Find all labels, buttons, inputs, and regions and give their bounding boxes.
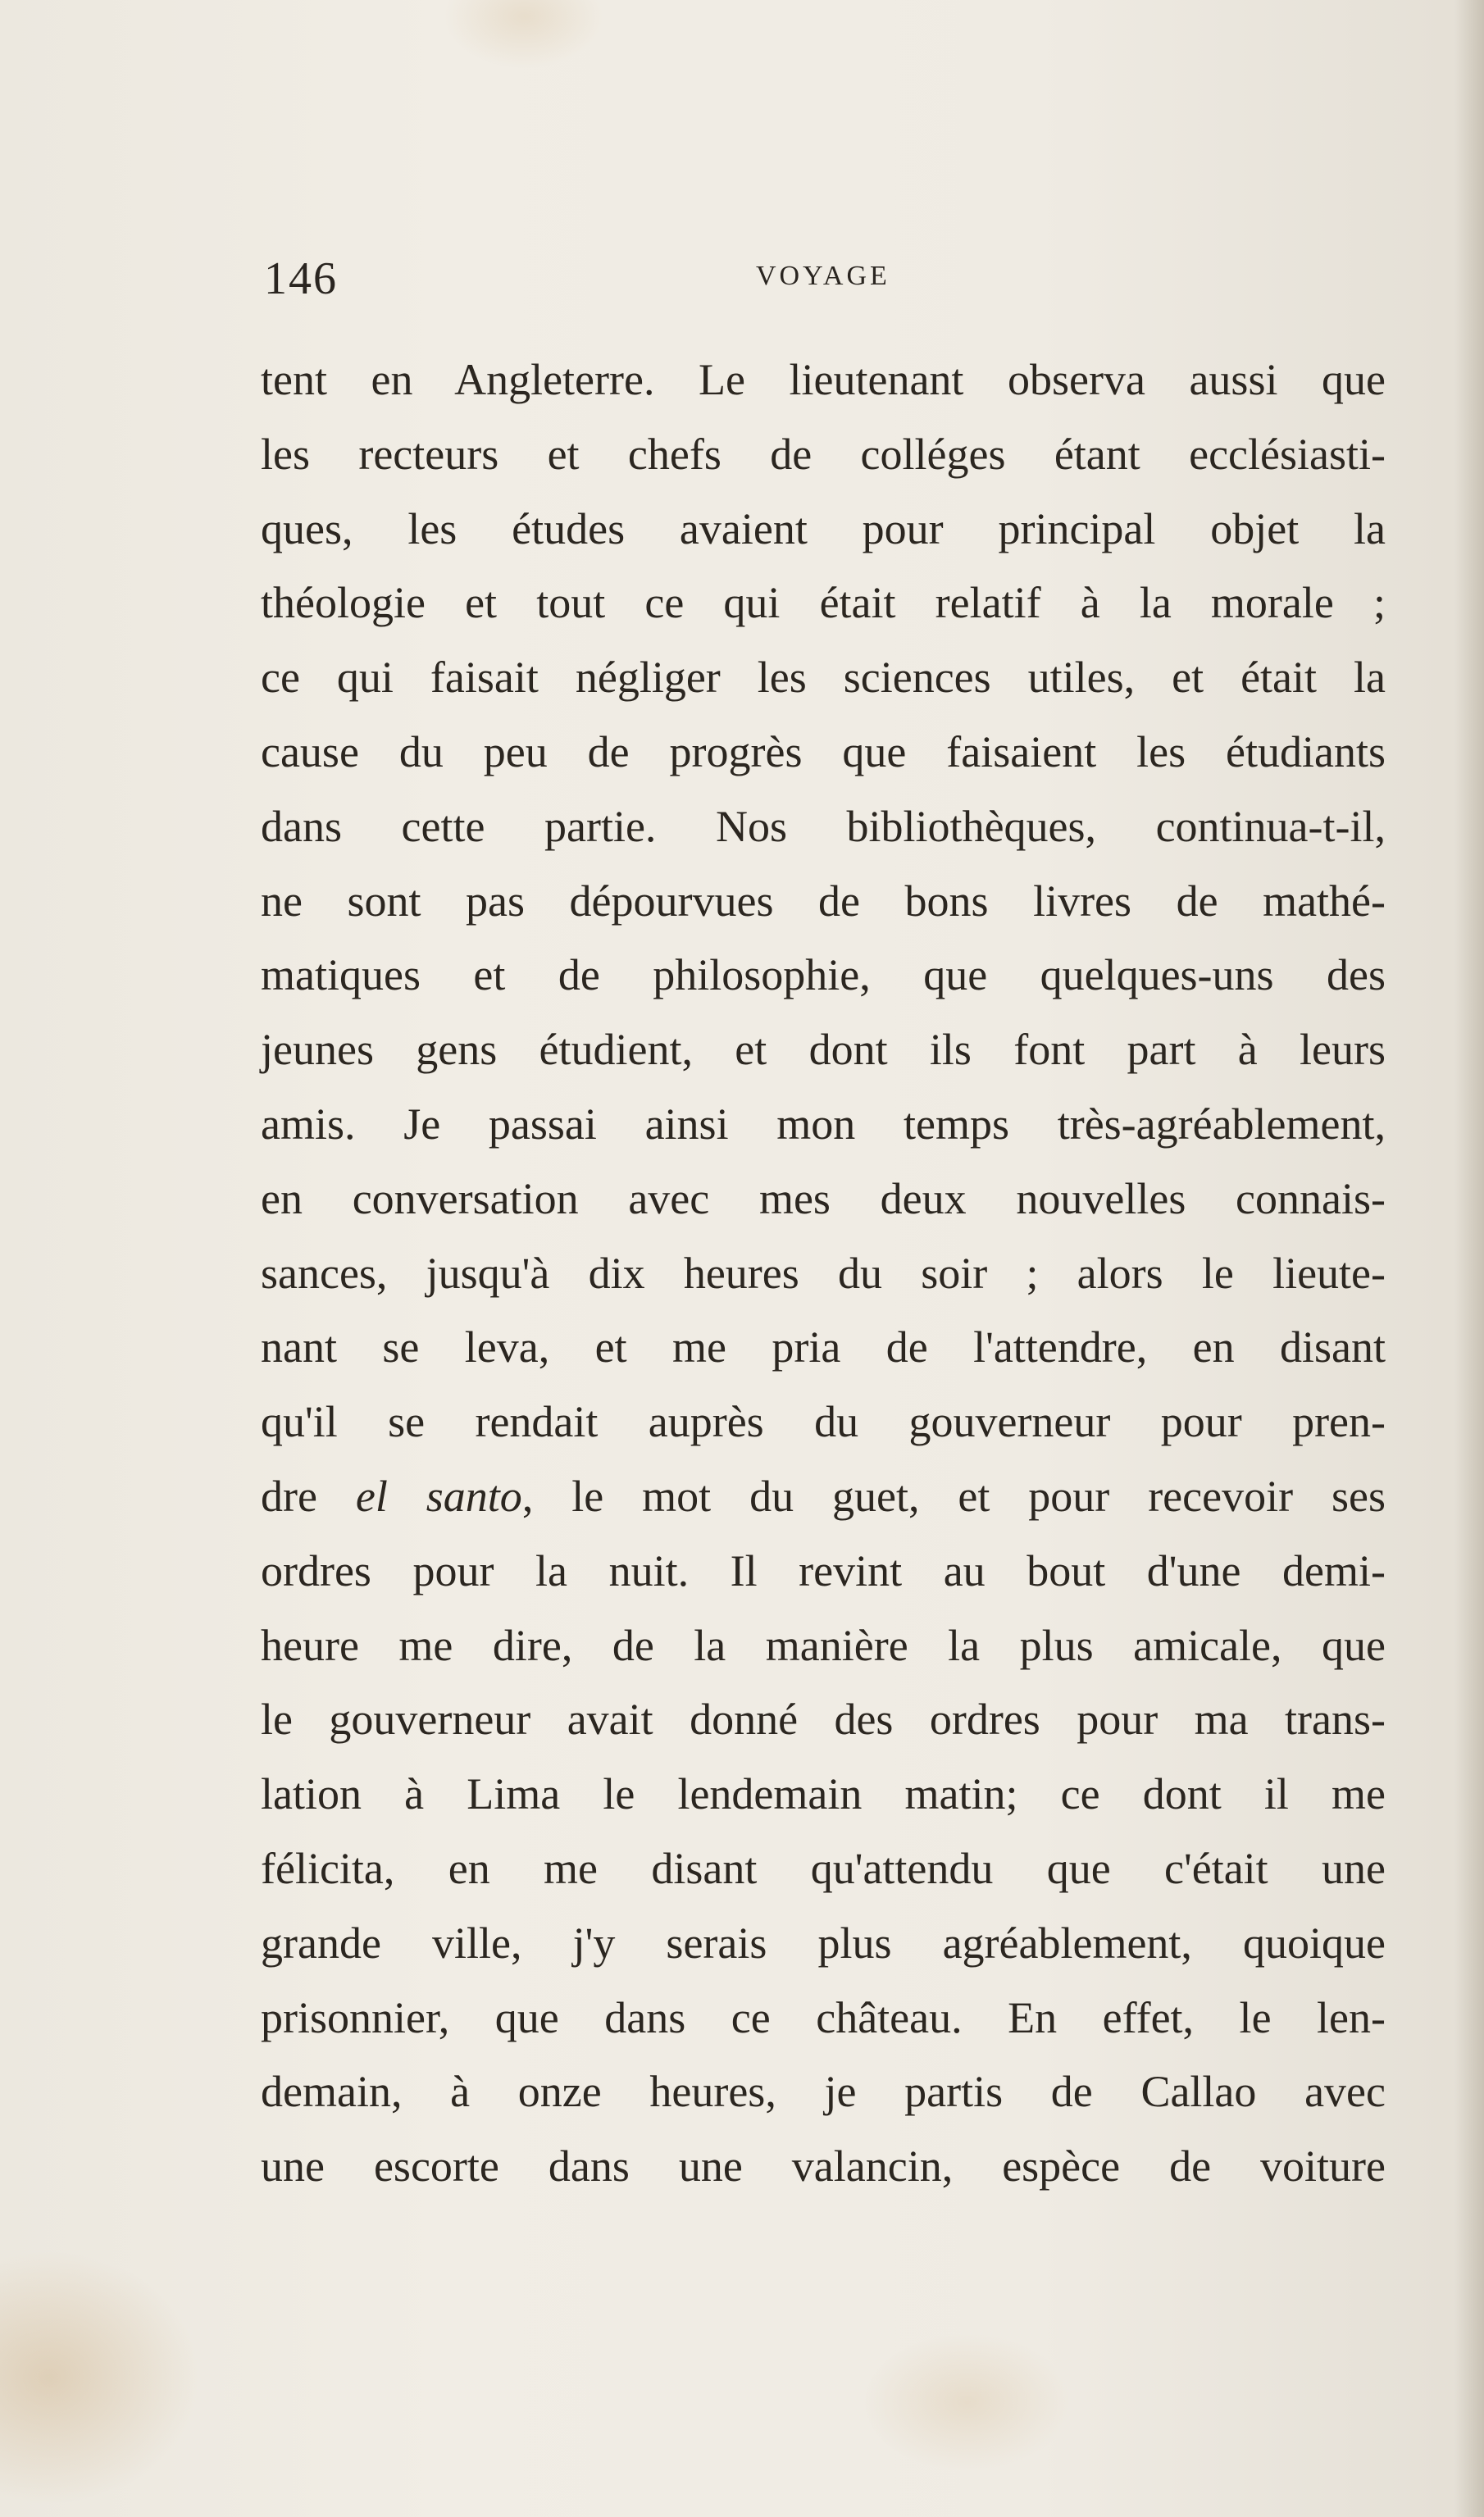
page-number: 146: [264, 253, 338, 304]
running-head: [264, 246, 1387, 320]
text-line: ce qui faisait négliger les sciences utiles, et était la: [261, 653, 1386, 703]
text-line: félicita, en me disant qu'attendu que c'était une: [261, 1843, 1386, 1893]
text-line-italic-phrase: [261, 1459, 1386, 1534]
text-line: ne sont pas dépourvues de bons livres de mathé-: [261, 876, 1386, 926]
body-text: [261, 343, 1386, 2204]
running-title: VOYAGE: [756, 261, 890, 291]
text-line: demain, à onze heures, je partis de Callao avec: [261, 2067, 1386, 2117]
text-line: lation à Lima le lendemain matin; ce dont il me: [261, 1769, 1386, 1819]
text-line: le gouverneur avait donné des ordres pour ma trans-: [261, 1695, 1386, 1745]
text-line: sances, jusqu'à dix heures du soir ; alors le lieute-: [261, 1248, 1386, 1298]
text-line: amis. Je passai ainsi mon temps très-agréablement,: [261, 1099, 1386, 1149]
italic-phrase: el santo: [355, 1471, 522, 1521]
line-segment: dre: [261, 1471, 356, 1521]
text-line: jeunes gens étudient, et dont ils font part à leurs: [261, 1025, 1386, 1075]
text-line: prisonnier, que dans ce château. En effet, le len-: [261, 1992, 1386, 2042]
text-line: en conversation avec mes deux nouvelles connais-: [261, 1173, 1386, 1223]
text-line: une escorte dans une valancin, espèce de voiture: [261, 2141, 1386, 2192]
text-line: les recteurs et chefs de colléges étant ecclésiasti-: [261, 429, 1386, 479]
text-line: grande ville, j'y serais plus agréablement, quoique: [261, 1918, 1386, 1968]
text-line: nant se leva, et me pria de l'attendre, en disant: [261, 1322, 1386, 1372]
text-line: ques, les études avaient pour principal objet la: [261, 503, 1386, 553]
line-segment: , le mot du guet, et pour recevoir ses: [521, 1471, 1386, 1521]
page-edge-shadow: [1454, 0, 1484, 2517]
text-line: matiques et de philosophie, que quelques-uns des: [261, 950, 1386, 1000]
text-line: cause du peu de progrès que faisaient les étudiants: [261, 726, 1386, 776]
text-line: ordres pour la nuit. Il revint au bout d'une demi-: [261, 1545, 1386, 1595]
text-line: qu'il se rendait auprès du gouverneur pour pren-: [261, 1397, 1386, 1447]
text-line: heure me dire, de la manière la plus amicale, que: [261, 1620, 1386, 1670]
text-line: théologie et tout ce qui était relatif à la morale ;: [261, 578, 1386, 628]
text-line: dans cette partie. Nos bibliothèques, continua-t-il,: [261, 801, 1386, 851]
text-line: tent en Angleterre. Le lieutenant observa aussi que: [261, 355, 1386, 404]
